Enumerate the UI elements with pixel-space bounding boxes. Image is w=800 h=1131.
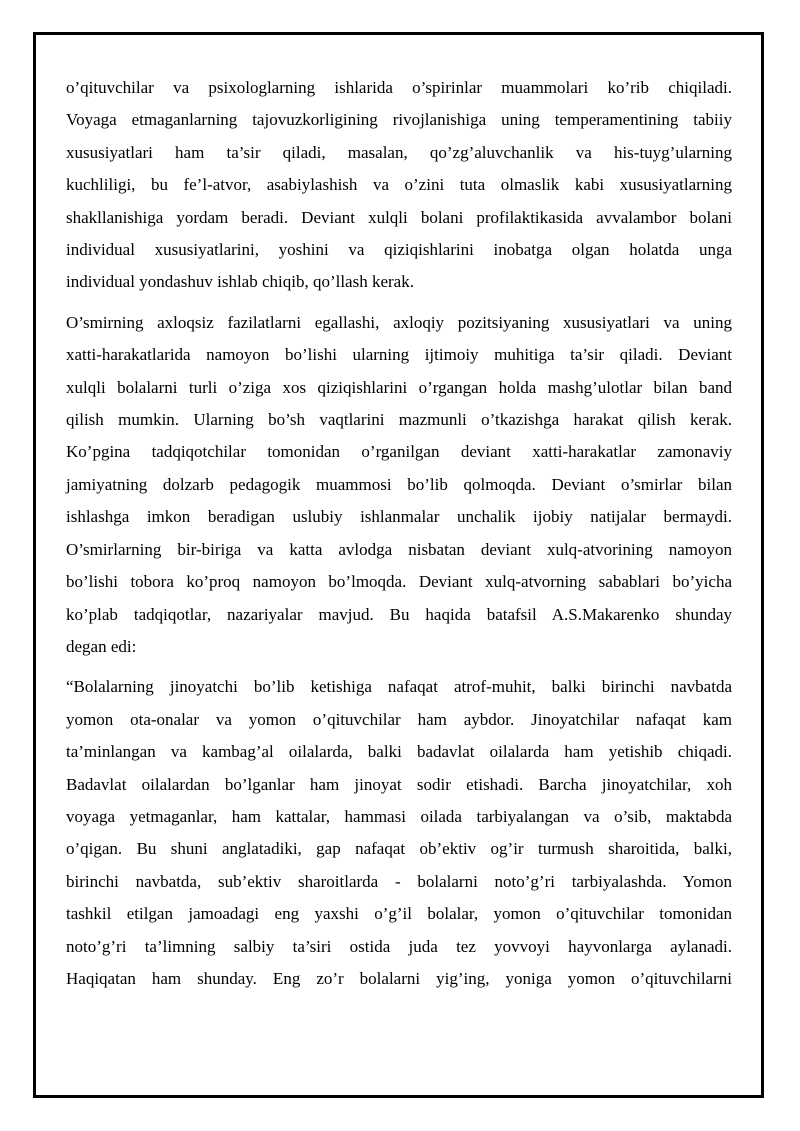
text-line: Voyaga etmaganlarning tajovuzkorligining rivojlanishiga uning temperamentining tabiiy — [66, 110, 732, 130]
text-line: xulqli bolalarni turli o’ziga xos qiziqishlarini o’rgangan holda mashg’ulotlar bilan band — [66, 377, 732, 397]
text-line: “Bolalarning jinoyatchi bo’lib ketishiga nafaqat atrof-muhit, balki birinchi navbatda — [66, 677, 732, 697]
text-line: xatti-harakatlarida namoyon bo’lishi ularning ijtimoiy muhitiga ta’sir qiladi. Deviant — [66, 345, 732, 365]
text-line: O’smirning axloqsiz fazilatlarni egallashi, axloqiy pozitsiyaning xususiyatlari va uning — [66, 312, 732, 332]
paragraph-3-quote — [66, 671, 732, 995]
paragraph-1 — [66, 72, 732, 299]
text-line: Ko’pgina tadqiqotchilar tomonidan o’rganilgan deviant xatti-harakatlar zamonaviy — [66, 442, 732, 462]
text-line: o’qituvchilar va psixologlarning ishlarida o’spirinlar muammolari ko’rib chiqiladi. — [66, 78, 732, 97]
text-line: Badavlat oilalardan bo’lganlar ham jinoyat sodir etishadi. Barcha jinoyatchilar, xoh — [66, 774, 732, 794]
text-line: bo’lishi tobora ko’proq namoyon bo’lmoqda. Deviant xulq-atvorning sabablari bo’yicha — [66, 572, 732, 592]
document-body — [66, 72, 732, 1003]
text-line: individual yondashuv ishlab chiqib, qo’llash kerak. — [66, 272, 414, 292]
text-line: jamiyatning dolzarb pedagogik muammosi bo’lib qolmoqda. Deviant o’smirlar bilan — [66, 474, 732, 494]
text-line: Haqiqatan ham shunday. Eng zo’r bolalarni yig’ing, yoniga yomon o’qituvchilarni — [66, 968, 732, 988]
text-line: shakllanishiga yordam beradi. Deviant xulqli bolani profilaktikasida avvalambor bolani — [66, 207, 732, 227]
text-line: qilish mumkin. Ularning bo’sh vaqtlarini mazmunli o’tkazishga harakat qilish kerak. — [66, 410, 732, 430]
text-line: O’smirlarning bir-biriga va katta avlodga nisbatan deviant xulq-atvorining namoyon — [66, 539, 732, 559]
text-line: o’qigan. Bu shuni anglatadiki, gap nafaqat ob’ektiv og’ir turmush sharoitida, balki, — [66, 839, 732, 859]
text-line: ko’plab tadqiqotlar, nazariyalar mavjud. Bu haqida batafsil A.S.Makarenko shunday — [66, 604, 732, 624]
text-line: tashkil etilgan jamoadagi eng yaxshi o’g’il bolalar, yomon o’qituvchilar tomonidan — [66, 904, 732, 924]
text-line: voyaga yetmaganlar, ham kattalar, hammasi oilada tarbiyalangan va o’sib, maktabda — [66, 806, 732, 826]
text-line: ishlashga imkon beradigan uslubiy ishlanmalar unchalik ijobiy natijalar bermaydi. — [66, 507, 732, 527]
text-line: individual xususiyatlarini, yoshini va qiziqishlarini inobatga olgan holatda unga — [66, 240, 732, 260]
text-line: degan edi: — [66, 636, 137, 656]
text-line: noto’g’ri ta’limning salbiy ta’siri ostida juda tez yovvoyi hayvonlarga aylanadi. — [66, 936, 732, 956]
text-line: xususiyatlari ham ta’sir qiladi, masalan, qo’zg’aluvchanlik va his-tuyg’ularning — [66, 142, 732, 162]
text-line: ta’minlangan va kambag’al oilalarda, balki badavlat oilalarda ham yetishib chiqadi. — [66, 742, 732, 762]
text-line: yomon ota-onalar va yomon o’qituvchilar ham aybdor. Jinoyatchilar nafaqat kam — [66, 709, 732, 729]
text-line: birinchi navbatda, sub’ektiv sharoitlarda - bolalarni noto’g’ri tarbiyalashda. Yomon — [66, 871, 732, 891]
paragraph-2 — [66, 307, 732, 663]
text-line: kuchliligi, bu fe’l-atvor, asabiylashish va o’zini tuta olmaslik kabi xususiyatlarning — [66, 175, 732, 195]
